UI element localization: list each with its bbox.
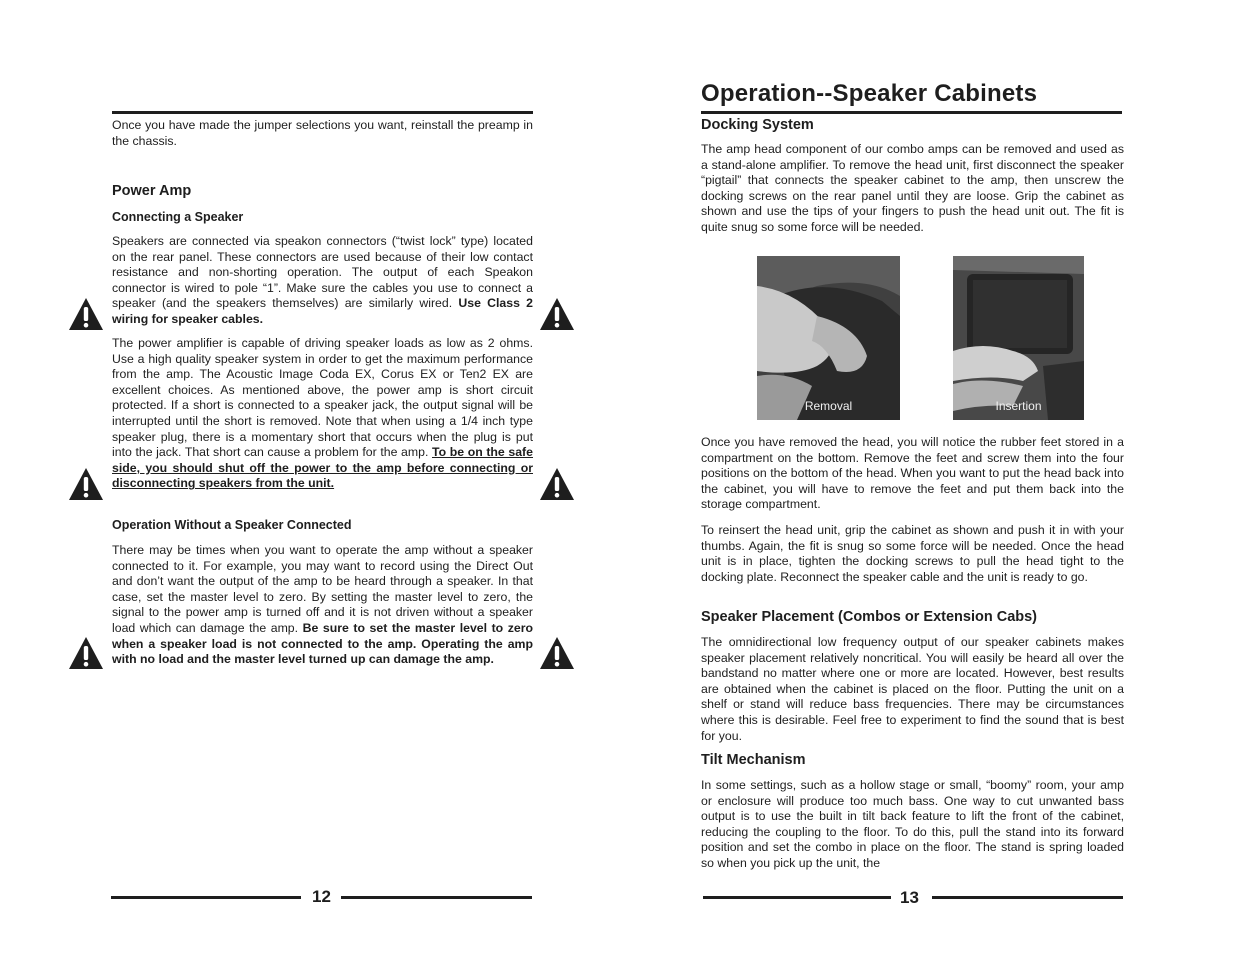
- warning-triangle-icon: [539, 636, 575, 670]
- connecting-bold: Use Class 2 wiring for speaker cables.: [112, 296, 534, 326]
- connecting-heading: Connecting a Speaker: [112, 210, 244, 224]
- placement-body: [701, 635, 1124, 744]
- insertion-caption: Insertion: [995, 399, 1042, 413]
- without-section: [112, 518, 533, 532]
- placement-heading: Speaker Placement (Combos or Extension Cabs): [701, 609, 1038, 625]
- docking-heading: Docking System: [701, 117, 814, 133]
- connecting-section: [112, 210, 533, 224]
- right-footer-rule-left: [703, 896, 891, 899]
- insertion-photo: [953, 256, 1084, 420]
- right-footer-rule-right: [932, 896, 1123, 899]
- driving-paragraph: [112, 336, 533, 492]
- placement-paragraph: The omnidirectional low frequency output of our speaker cabinets makes speaker placement relatively noncritical. You will easily be heard all over the bandstand no matter where one or more are located. However, best results are obtained when the cabinet is placed on the floor. Putting the unit on a shelf or stand will reduce bass frequencies. There may be circumstances where this is desirable. Feel free to experiment to find the sound that is best for you.: [701, 635, 1124, 743]
- without-heading: Operation Without a Speaker Connected: [112, 518, 352, 532]
- reinsert-body: [701, 523, 1124, 585]
- without-paragraph: [112, 543, 533, 668]
- tilt-body: [701, 778, 1124, 872]
- without-body: [112, 543, 533, 668]
- removal-photo-image: [757, 256, 900, 420]
- left-footer-rule-left: [111, 896, 301, 899]
- power-amp-section: [112, 183, 533, 199]
- docking-section: [701, 117, 1124, 133]
- warning-triangle-icon: [68, 297, 104, 331]
- removal-photo: [757, 256, 900, 420]
- reinsert-paragraph: To reinsert the head unit, grip the cabinet as shown and push it in with your thumbs. Again, the fit is snug so some force will be needed. Once the head unit is in place, tighten the docking screws to pull the head tight to the docking plate. Reconnect the speaker cable and the unit is ready to go.: [701, 523, 1124, 584]
- docking-body: [701, 142, 1124, 236]
- warning-triangle-icon: [539, 467, 575, 501]
- feet-paragraph: Once you have removed the head, you will notice the rubber feet stored in a compartment on the bottom. Remove the feet and screw them into the four positions on the bottom of the head. When you want to put the head back into the cabinet, you will have to remove the feet and put them back into the storage compartment.: [701, 435, 1124, 512]
- page-number-13: 13: [900, 888, 919, 907]
- docking-paragraph: The amp head component of our combo amps can be removed and used as a stand-alone amplifier. To remove the head unit, first disconnect the speaker “pigtail” that connects the speaker cabinet to the amp, then unscrew the docking screws on the rear panel until they are loose. Grip the cabinet as shown and use the tips of your fingers to push the head unit out. The fit is quite snug so some force will be needed.: [701, 142, 1124, 234]
- driving-bold: To be on the safe side, you should shut off the power to the amp before connecting or disconnecting speakers from the unit.: [112, 445, 533, 491]
- without-bold: Be sure to set the master level to zero when a speaker load is not connected to the amp. Operating the amp with no load and the master level turned up can damage the amp.: [112, 620, 534, 667]
- left-top-rule: [112, 111, 533, 114]
- without-text: There may be times when you want to operate the amp without a speaker connected to it. For example, you may want to record using the Direct Out and don’t want the output of the amp to be heard through a speaker. In that case, set the master level to zero. By setting the master level to zero, the signal to the power amp is turned off and it is not driven without a speaker load which can damage the amp.: [112, 543, 533, 635]
- driving-text: The power amplifier is capable of driving speaker loads as low as 2 ohms. Use a high quality speaker system in order to get the maximum performance from the amp. The Acoustic Image Coda EX, Corus EX or Ten2 EX are excellent choices. As mentioned above, the power amp is short circuit protected. If a short is connected to a speaker jack, the output signal will be interrupted until the short is removed. Note that when using a 1/4 inch type speaker plug, there is a momentary short that occurs when the plug is put into the jack. That short can cause a problem for the amp.: [112, 336, 533, 460]
- left-intro: [112, 118, 533, 149]
- left-footer-rule-right: [341, 896, 532, 899]
- feet-body: [701, 435, 1124, 513]
- warning-triangle-icon: [68, 636, 104, 670]
- warning-triangle-icon: [539, 297, 575, 331]
- connecting-text: Speakers are connected via speakon connectors (“twist lock” type) located on the rear panel. These connectors are used because of their low contact resistance and non-shorting operation. The output of each Speakon connector is wired to pole “1”. Make sure the cables you use to connect a speaker (and the speakers themselves) are similarly wired.: [112, 234, 533, 311]
- connecting-paragraph: [112, 234, 533, 328]
- warning-triangle-icon: [68, 467, 104, 501]
- removal-caption: Removal: [804, 399, 853, 413]
- placement-section: [701, 609, 1124, 625]
- tilt-heading: Tilt Mechanism: [701, 752, 806, 768]
- power-amp-heading: Power Amp: [112, 183, 192, 199]
- right-title-block: [701, 80, 1124, 108]
- page-number-12: 12: [312, 887, 331, 906]
- insertion-photo-image: [953, 256, 1084, 420]
- page-title: Operation--Speaker Cabinets: [701, 80, 1038, 107]
- tilt-paragraph: In some settings, such as a hollow stage or small, “boomy” room, your amp or enclosure will produce too much bass. One way to cut unwanted bass output is to use the built in tilt back feature to lift the front of the cabinet, reducing the coupling to the floor. To do this, pull the stand into its forward position and set the combo in place on the floor. The stand is spring loaded so when you pick up the unit, the: [701, 778, 1124, 870]
- connecting-body: [112, 234, 533, 328]
- driving-body: [112, 336, 533, 492]
- right-top-rule: [701, 111, 1122, 114]
- tilt-section: [701, 752, 1124, 768]
- intro-paragraph: Once you have made the jumper selections you want, reinstall the preamp in the chassis.: [112, 118, 533, 148]
